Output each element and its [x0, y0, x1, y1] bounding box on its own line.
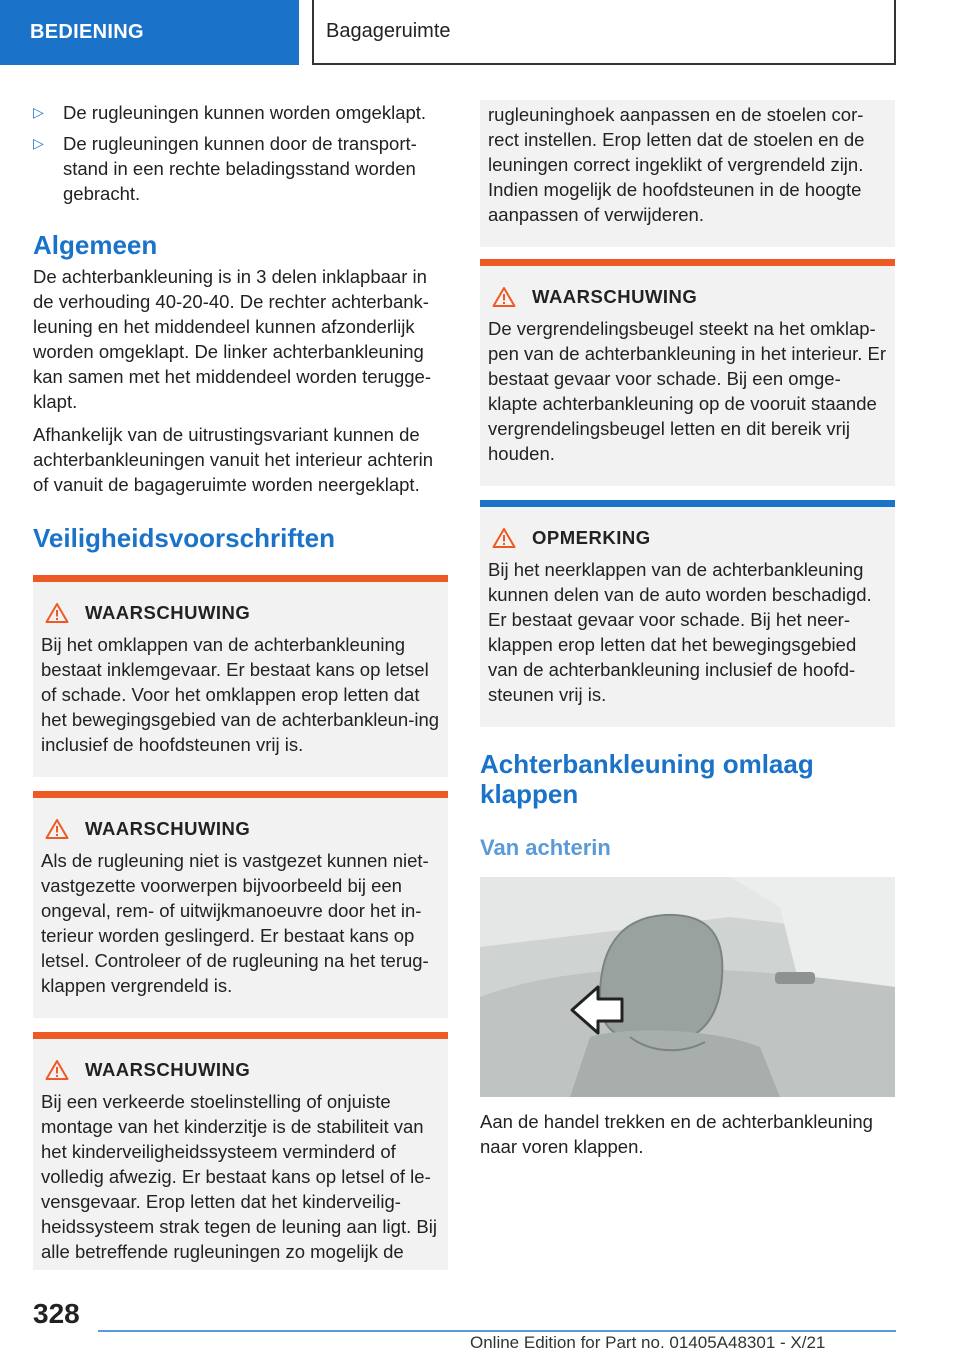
triangle-bullet-icon: ▷ — [33, 135, 44, 151]
right-column — [480, 100, 895, 1167]
warning-triangle-icon — [492, 286, 516, 308]
section-label: BEDIENING — [30, 21, 144, 43]
warning-box — [480, 259, 895, 486]
chapter-label: Bagageruimte — [326, 20, 451, 42]
warning-box — [33, 791, 448, 1018]
chapter-header — [312, 0, 896, 65]
notice-box — [480, 500, 895, 727]
warning-text: Bij een verkeerde stoelinstelling of onjuiste montage van het kinderzitje is de stabiliteit van het kinderveiligheidssysteem verminderd of volledig afwezig. Er bestaat kans op letsel of le-vensgevaar. Erop letten dat het kinderveilig-heidssysteem strak tegen de leuning aan ligt. Bij alle betreffende rugleuningen zo mogelijk de — [41, 1091, 437, 1262]
footer-divider — [98, 1330, 896, 1332]
warning-triangle-icon — [45, 818, 69, 840]
seat-photo — [480, 877, 895, 1097]
bullet-item: ▷ De rugleuningen kunnen door de transport-stand in een rechte beladingsstand worden gebracht. — [33, 133, 417, 204]
warning-text: Als de rugleuning niet is vastgezet kunnen niet-vastgezette voorwerpen bijvoorbeeld bij een ongeval, rem- of uitwijkmanoeuvre door het in-terieur worden geslingerd. Er bestaat kans op letsel. Controleer of de rugleuning na het terug-klappen vergrendeld is. — [41, 850, 429, 996]
paragraph: Afhankelijk van de uitrustingsvariant kunnen de achterbankleuningen vanuit het interieur achterin of vanuit de bagageruimte worden neergeklapt. — [33, 424, 434, 495]
warning-text: Bij het omklappen van de achterbankleuning bestaat inklemgevaar. Er bestaat kans op letsel of schade. Voor het omklappen erop letten dat het bewegingsgebied van de achterbankleun-ing inclusief de hoofdsteunen vrij is. — [41, 634, 440, 755]
warning-triangle-icon — [45, 1059, 69, 1081]
warning-text: rugleuninghoek aanpassen en de stoelen cor-rect instellen. Erop letten dat de stoelen en de leuningen correct ingeklikt of vergrendeld zijn. Indien mogelijk de hoofdsteunen in de hoogte aanpassen of verwijderen. — [488, 104, 865, 225]
heading-safety: Veiligheidsvoorschriften — [33, 523, 335, 553]
photo-caption: Aan de handel trekken en de achterbankleuning naar voren klappen. — [480, 1111, 873, 1157]
footer-edition: Online Edition for Part no. 01405A48301 - X/21 — [470, 1333, 826, 1352]
heading-fold-down: Achterbankleuning omlaag klappen — [480, 749, 814, 809]
warning-label: WAARSCHUWING — [532, 286, 698, 307]
warning-box — [33, 1032, 448, 1270]
warning-box — [33, 575, 448, 777]
warning-label: WAARSCHUWING — [85, 818, 251, 839]
notice-text: Bij het neerklappen van de achterbankleuning kunnen delen van de auto worden beschadigd. Er bestaat gevaar voor schade. Bij het neer-klappen erop letten dat het bewegingsgebied van de achterbankleuning inclusief de hoofd-steunen vrij is. — [488, 559, 872, 705]
warning-text: De vergrendelingsbeugel steekt na het omklap-pen van de achterbankleuning in het interieur. Er bestaat gevaar voor schade. Bij een omge-klapte achterbankleuning op de vooruit staande vergrendelingsbeugel letten en dit bereik vrij houden. — [488, 318, 887, 464]
warning-triangle-icon — [492, 527, 516, 549]
warning-label: WAARSCHUWING — [85, 602, 251, 623]
page-number: 328 — [33, 1298, 80, 1329]
triangle-bullet-icon: ▷ — [33, 104, 44, 120]
paragraph: De achterbankleuning is in 3 delen inklapbaar in de verhouding 40-20-40. De rechter achterbank-leuning en het middendeel kunnen afzonderlijk worden omgeklapt. De linker achterbankleuning kan samen met het middendeel worden terugge-klapt. — [33, 266, 431, 412]
rear-seat-illustration — [480, 877, 895, 1097]
bullet-item: ▷ De rugleuningen kunnen worden omgeklapt. — [33, 102, 427, 123]
warning-label: WAARSCHUWING — [85, 1059, 251, 1080]
left-column — [33, 100, 448, 1284]
subheading-from-rear: Van achterin — [480, 835, 611, 860]
heading-general: Algemeen — [33, 230, 158, 260]
warning-box-continued — [480, 100, 895, 247]
warning-triangle-icon — [45, 602, 69, 624]
notice-label: OPMERKING — [532, 527, 651, 548]
section-tab — [0, 0, 299, 65]
